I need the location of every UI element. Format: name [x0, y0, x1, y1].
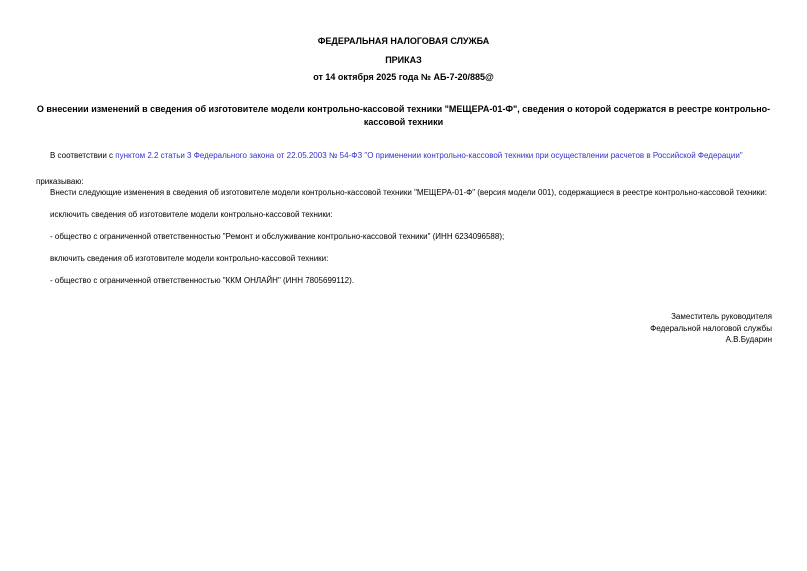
document-title: О внесении изменений в сведения об изготовителе модели контрольно-кассовой техники "МЕЩЕРА-01-Ф", сведения о которой содержатся в реестре контрольно-кассовой техники [36, 104, 771, 127]
signature-position-line-1: Заместитель руководителя [671, 312, 772, 321]
signature-position-line-2: Федеральной налоговой службы [650, 323, 772, 333]
header-doc-type: ПРИКАЗ [385, 55, 422, 65]
law-reference-link[interactable]: пунктом 2.2 статьи 3 Федерального закона от 22.05.2003 № 54-ФЗ "О применении контрольно-кассовой техники при осуществлении расчетов в Российской Федерации" [115, 151, 743, 160]
body-paragraph-included-company: - общество с ограниченной ответственностью "ККМ ОНЛАЙН" (ИНН 7805699112). [50, 276, 354, 285]
body-paragraph-include: включить сведения об изготовителе модели контрольно-кассовой техники: [50, 254, 329, 263]
intro-paragraph [50, 151, 743, 160]
header-date-number: от 14 октября 2025 года № АБ-7-20/885@ [313, 72, 494, 82]
intro-prefix: В соответствии с [50, 151, 116, 160]
header-organization: ФЕДЕРАЛЬНАЯ НАЛОГОВАЯ СЛУЖБА [317, 36, 490, 46]
body-paragraph-excluded-company: - общество с ограниченной ответственностью "Ремонт и обслуживание контрольно-кассовой техники" (ИНН 6234096588); [50, 232, 505, 241]
signature-name: А.В.Бударин [725, 335, 772, 344]
body-paragraph-exclude: исключить сведения об изготовителе модели контрольно-кассовой техники: [50, 210, 333, 219]
signature-block [650, 311, 772, 346]
body-paragraph-amendments: Внести следующие изменения в сведения об изготовителе модели контрольно-кассовой техники "МЕЩЕРА-01-Ф" (версия модели 001), содержащиеся в реестре контрольно-кассовой техники: [50, 188, 767, 197]
order-word: приказываю: [36, 177, 84, 186]
